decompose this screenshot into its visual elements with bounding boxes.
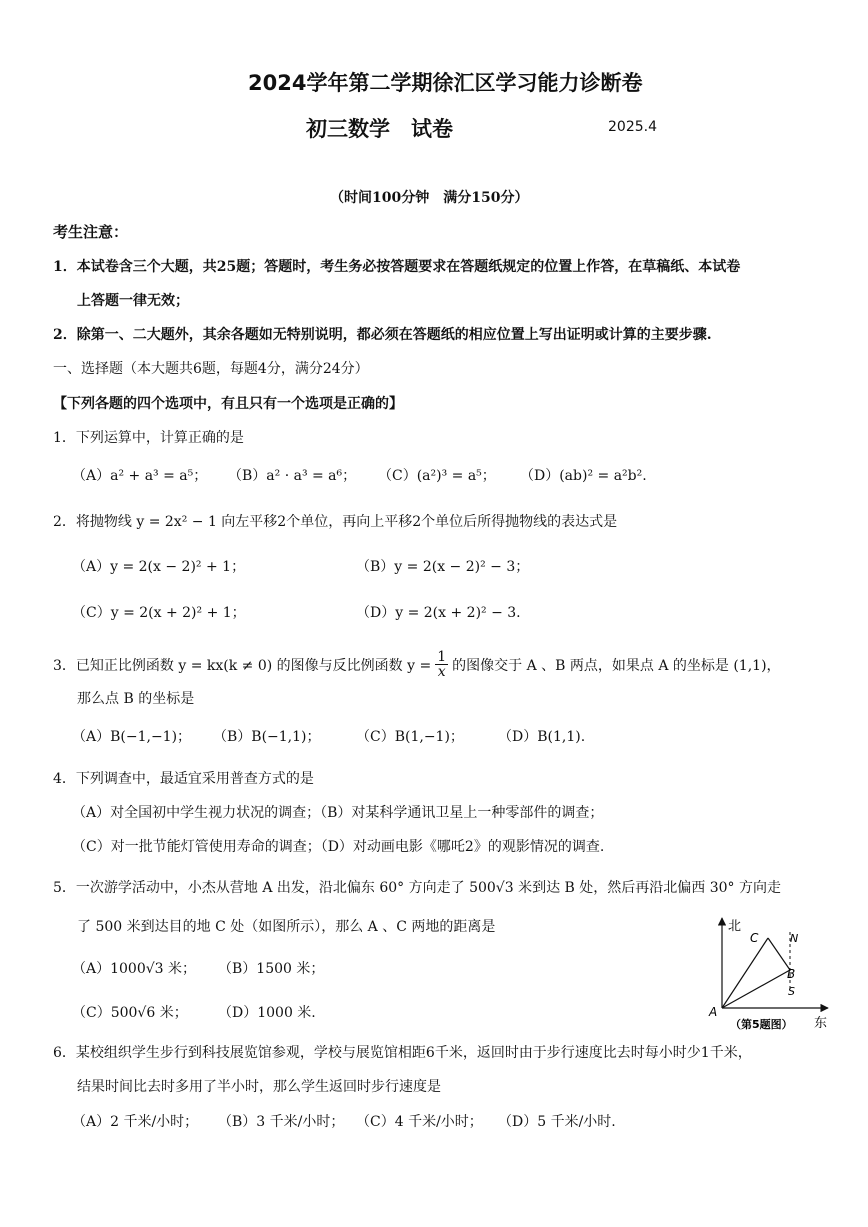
q1-stem: 1．下列运算中，计算正确的是	[53, 430, 244, 446]
segment-ac	[722, 938, 768, 1008]
q3-fraction-den: x	[437, 664, 446, 680]
q3-stem-a: 3．已知正比例函数 y = kx(k ≠ 0) 的图像与反比例函数 y =	[53, 657, 432, 674]
notice-heading: 考生注意：	[53, 223, 129, 241]
point-a-label: A	[709, 1005, 718, 1019]
q4-stem: 4．下列调查中，最适宜采用普查方式的是	[53, 771, 314, 787]
q4-options-line1: （A）对全国初中学生视力状况的调查；（B）对某科学通讯卫星上一种零部件的调查；	[72, 805, 604, 821]
q5-option-b: （B）1500 米；	[218, 961, 325, 977]
q6-option-a: （A）2 千米/小时；	[72, 1114, 199, 1130]
point-b-label: B	[787, 967, 796, 981]
segment-bc	[768, 938, 790, 970]
q2-stem: 2．将抛物线 y = 2x² − 1 向左平移2个单位，再向上平移2个单位后所得抛物线的表达式是	[53, 514, 618, 530]
notice-item-1-cont: 上答题一律无效；	[77, 293, 189, 309]
q3-option-a: （A）B(−1,−1)；	[72, 729, 192, 745]
q2-option-b: （B）y = 2(x − 2)² − 3；	[356, 559, 530, 575]
q3-option-b: （B）B(−1,1)；	[213, 729, 321, 745]
q6-option-d: （D）5 千米/小时.	[498, 1114, 616, 1130]
q6-stem: 6．某校组织学生步行到科技展览馆参观，学校与展览馆相距6千米，返回时由于步行速度比去时每小时少1千米，	[53, 1045, 752, 1061]
q4-options-line2: （C）对一批节能灯管使用寿命的调查；（D）对动画电影《哪吒2》的观影情况的调查.	[72, 839, 605, 855]
q6-option-c: （C）4 千米/小时；	[356, 1114, 483, 1130]
exam-title: 2024学年第二学期徐汇区学习能力诊断卷	[248, 71, 643, 95]
section-heading: 一、选择题（本大题共6题，每题4分，满分24分）	[53, 361, 369, 377]
time-info: （时间100分钟 满分150分）	[330, 190, 529, 206]
q2-option-c: （C）y = 2(x + 2)² + 1；	[72, 605, 246, 621]
q6-option-b: （B）3 千米/小时；	[218, 1114, 345, 1130]
point-s-label: S	[788, 985, 795, 998]
q3-fraction-num: 1	[437, 649, 447, 665]
q1-option-b: （B）a² · a³ = a⁶；	[228, 468, 357, 484]
q5-stem: 5．一次游学活动中，小杰从营地 A 出发，沿北偏东 60° 方向走了 500√3 米到达 B 处，然后再沿北偏西 30° 方向走	[53, 880, 781, 896]
q5-stem-line2: 了 500 米到达目的地 C 处（如图所示），那么 A 、C 两地的距离是	[77, 919, 496, 935]
q3-stem	[53, 650, 781, 679]
q2-option-a: （A）y = 2(x − 2)² + 1；	[72, 559, 246, 575]
q5-option-a: （A）1000√3 米；	[72, 961, 197, 977]
q3-fraction	[435, 650, 448, 679]
q5-figure	[704, 912, 834, 1036]
q1-option-c: （C）(a²)³ = a⁵；	[378, 468, 496, 484]
q6-stem-line2: 结果时间比去时多用了半小时，那么学生返回时步行速度是	[77, 1079, 441, 1095]
point-c-label: C	[750, 931, 759, 945]
q1-option-d: （D）(ab)² = a²b².	[520, 468, 647, 484]
q5-option-d: （D）1000 米.	[218, 1005, 316, 1021]
notice-item-1: 1．本试卷含三个大题，共25题；答题时，考生务必按答题要求在答题纸规定的位置上作答，在草稿纸、本试卷	[53, 259, 741, 275]
section-instruction: 【下列各题的四个选项中，有且只有一个选项是正确的】	[53, 396, 403, 412]
exam-date: 2025.4	[608, 119, 657, 135]
q5-option-c: （C）500√6 米；	[72, 1005, 188, 1021]
point-n-label: N	[790, 932, 799, 945]
q2-option-d: （D）y = 2(x + 2)² − 3.	[356, 605, 521, 621]
q3-stem-line2: 那么点 B 的坐标是	[77, 691, 195, 707]
q3-stem-b: 的图像交于 A 、B 两点，如果点 A 的坐标是 (1,1)，	[452, 657, 781, 674]
q1-option-a: （A）a² + a³ = a⁵；	[72, 468, 208, 484]
north-label: 北	[728, 919, 742, 934]
exam-subtitle: 初三数学 试卷	[306, 117, 453, 141]
figure-caption: （第5题图）	[730, 1018, 793, 1031]
notice-item-2: 2．除第一、二大题外，其余各题如无特别说明，都必须在答题纸的相应位置上写出证明或计算的主要步骤.	[53, 327, 712, 343]
q3-option-d: （D）B(1,1).	[498, 729, 586, 745]
east-label: 东	[814, 1016, 828, 1031]
segment-ab	[722, 970, 790, 1008]
q3-option-c: （C）B(1,−1)；	[356, 729, 464, 745]
